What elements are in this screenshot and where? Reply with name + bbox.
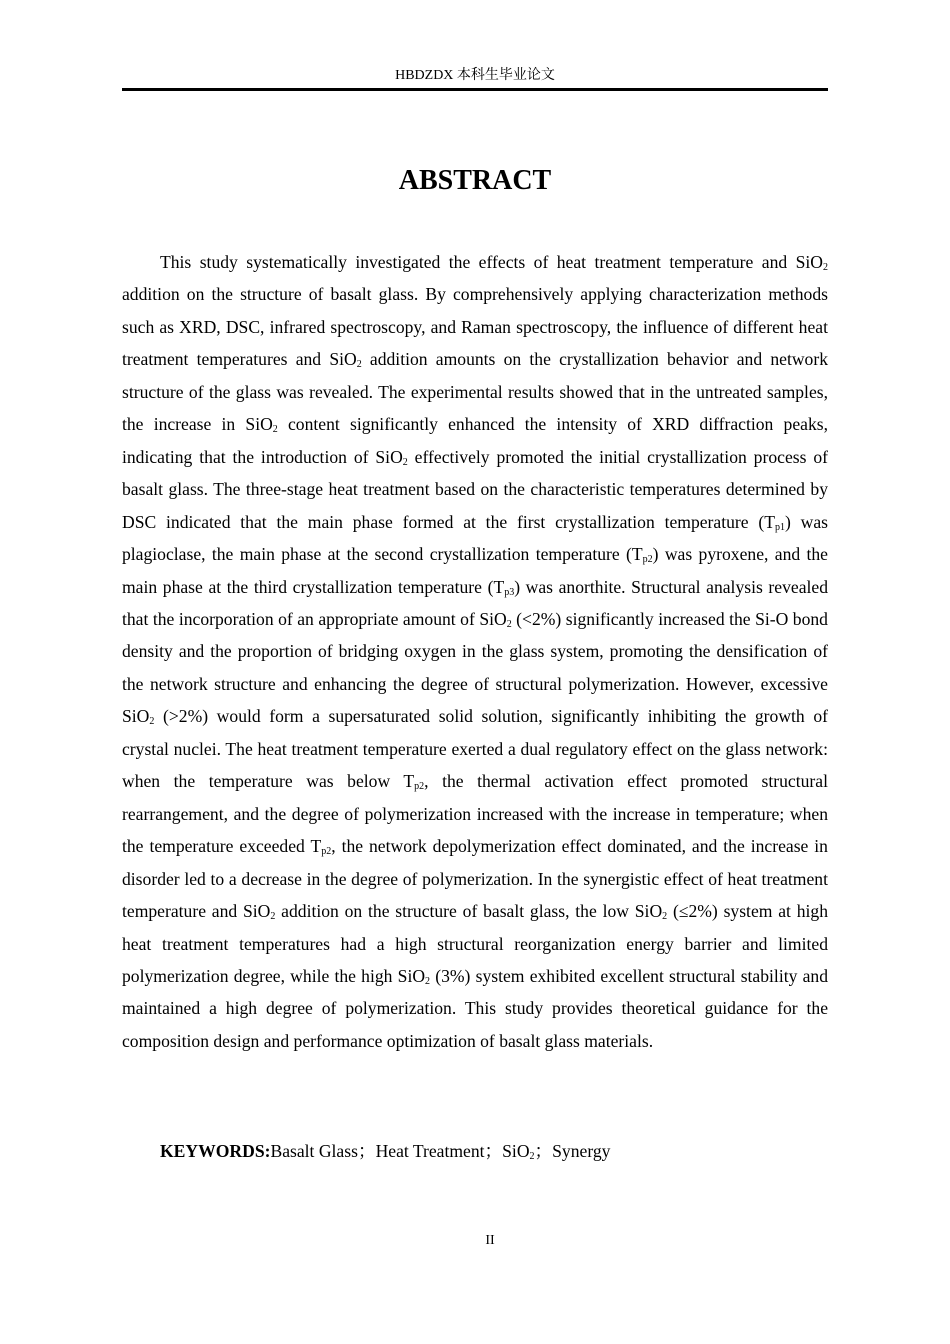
abstract-text: (<2%) significantly increased the Si-O bond density and the proportion of bridging oxygen in the glass system, promoting the densification of the network structure and enhancing the degree of structural polymerization. However, excessive	[122, 608, 828, 694]
formula-subscript: 2	[272, 424, 278, 436]
temperature-subscript: p3	[504, 586, 515, 598]
abstract-text: ) was plagioclase, the main phase at the second crystallization temperature (	[122, 511, 828, 565]
formula-sio2: SiO	[479, 608, 507, 629]
temperature-symbol: T	[631, 544, 643, 565]
temperature-symbol: T	[310, 836, 322, 857]
temperature-subscript: p2	[642, 554, 653, 566]
keyword-item: SiO	[502, 1141, 530, 1161]
abstract-text: addition amounts on the crystallization behavior and network structure of the glass was revealed. The experimental results showed that in the untreated samples, the increase in	[122, 349, 828, 435]
temperature-symbol: T	[493, 576, 505, 597]
page-number: II	[485, 1233, 495, 1248]
formula-subscript: 2	[356, 359, 362, 371]
keywords-label: KEYWORDS:	[160, 1141, 271, 1161]
keyword-item: Basalt Glass	[270, 1141, 358, 1161]
abstract-text: This study systematically investigated the effects of heat treatment temperature and	[160, 252, 796, 272]
abstract-text: , the thermal activation effect promoted structural rearrangement, and the degree of polymerization increased with the increase in temperature; when the temperature exceeded	[122, 771, 828, 857]
keywords-line	[160, 1136, 828, 1166]
abstract-text: (≤2%) system at high heat treatment temperatures had a high structural reorganization energy barrier and limited polymerization degree, while the high	[122, 901, 828, 986]
formula-sio2: SiO	[243, 901, 271, 922]
keyword-item: Heat Treatment	[375, 1141, 485, 1161]
formula-subscript: 2	[149, 716, 155, 728]
formula-subscript: 2	[823, 262, 828, 273]
keyword-separator: ；	[484, 1141, 503, 1161]
temperature-subscript: p2	[321, 846, 332, 858]
formula-subscript: 2	[662, 911, 668, 923]
abstract-text: (>2%) would form a supersaturated solid solution, significantly inhibiting the growth of crystal nuclei. The heat treatment temperature exerted a dual regulatory effect on the glass network: when the temperature was below	[122, 706, 828, 792]
formula-subscript: 2	[270, 911, 276, 923]
formula-subscript: 2	[506, 618, 512, 630]
abstract-text: ) was pyroxene, and the main phase at the third crystallization temperature (	[122, 544, 828, 597]
abstract-text: content significantly enhanced the intensity of XRD diffraction peaks, indicating that the introduction of	[122, 414, 828, 467]
formula-sio2: SiO	[795, 252, 823, 272]
formula-sio2: SiO	[245, 414, 273, 435]
temperature-subscript: p1	[774, 521, 785, 533]
formula-sio2: SiO	[122, 706, 150, 727]
temperature-symbol: T	[764, 511, 775, 532]
formula-sio2: SiO	[634, 901, 663, 922]
formula-subscript: 2	[425, 975, 431, 987]
header-rule	[122, 88, 828, 91]
keyword-separator: ；	[357, 1141, 376, 1161]
formula-sio2: SiO	[375, 446, 403, 467]
abstract-text: addition on the structure of basalt glass, the low	[275, 901, 635, 922]
abstract-text: effectively promoted the initial crystallization process of basalt glass. The three-stage heat treatment based on the characteristic temperatures determined by DSC indicated that the main phase formed at the first crystallization temperature (	[122, 446, 829, 532]
abstract-text: (3%) system exhibited excellent structural stability and maintained a high degree of polymerization. This study provides theoretical guidance for the composition design and performance optimization of basalt glass materials.	[122, 965, 828, 1051]
keyword-item: Synergy	[552, 1141, 611, 1161]
abstract-text: , the network depolymerization effect dominated, and the increase in disorder led to a decrease in the degree of polymerization. In the synergistic effect of heat treatment temperature and	[122, 836, 828, 922]
abstract-text: addition on the structure of basalt glass. By comprehensively applying characterization methods such as XRD, DSC, infrared spectroscopy, and Raman spectroscopy, the influence of different heat treatment temperatures and	[122, 284, 828, 370]
abstract-paragraph	[122, 246, 828, 1057]
page-title: ABSTRACT	[398, 165, 552, 196]
temperature-symbol: T	[403, 771, 415, 792]
formula-sio2: SiO	[397, 965, 426, 986]
abstract-text: ) was anorthite. Structural analysis revealed that the incorporation of an appropriate amount of	[122, 576, 829, 629]
formula-sio2: SiO	[329, 349, 357, 370]
page-header: HBDZDX 本科生毕业论文	[395, 68, 555, 83]
formula-subscript: 2	[529, 1151, 535, 1162]
temperature-subscript: p2	[414, 781, 425, 793]
keyword-separator: ；	[534, 1141, 553, 1161]
formula-subscript: 2	[402, 456, 408, 468]
